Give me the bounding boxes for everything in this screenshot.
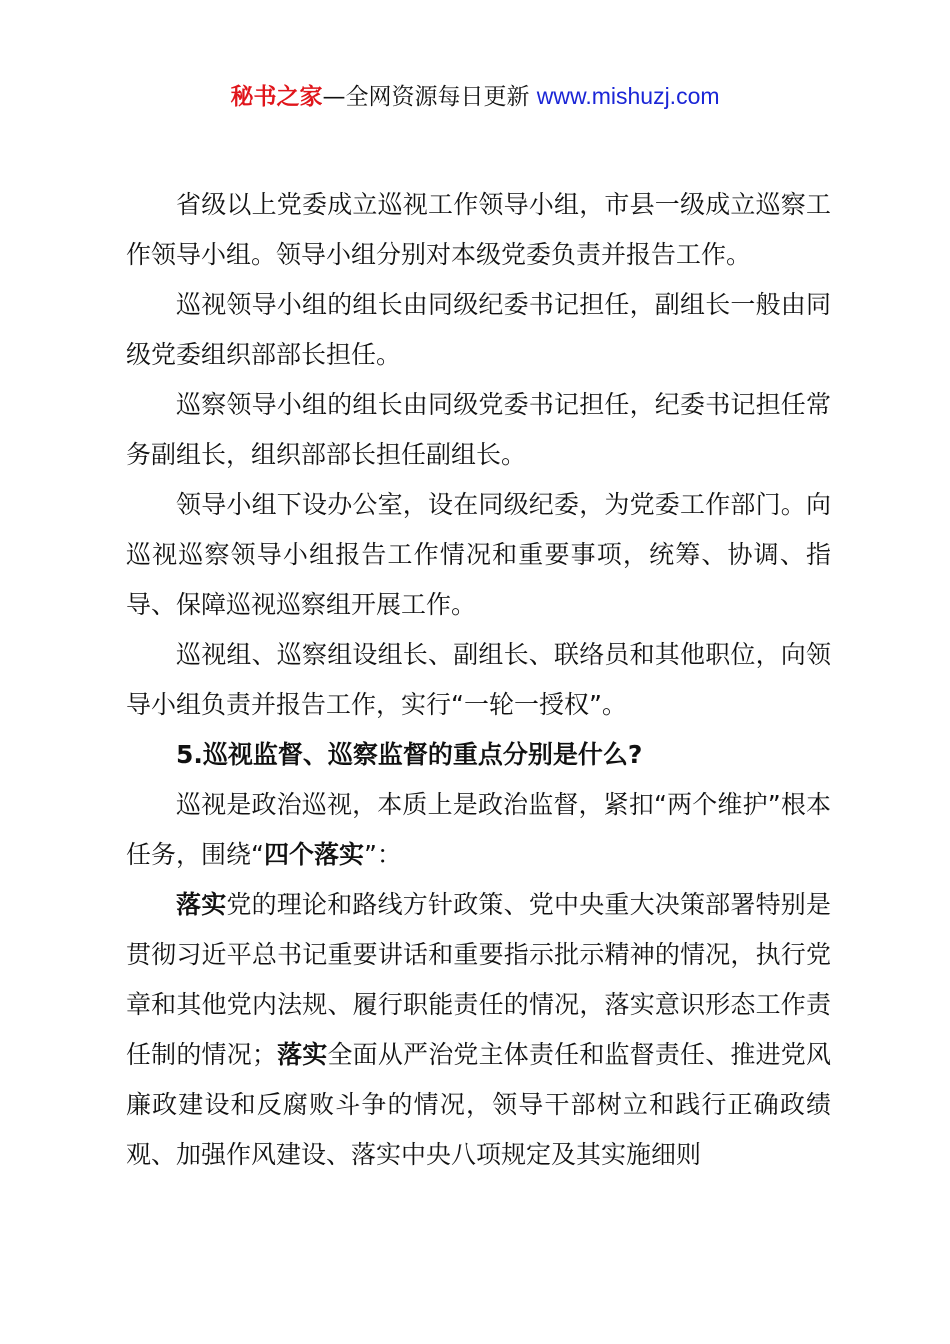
political-inspection-text-end: ”： bbox=[363, 840, 402, 869]
section-heading-5: 5.巡视监督、巡察监督的重点分别是什么? bbox=[176, 740, 643, 769]
implement-bold-2: 落实 bbox=[276, 1040, 328, 1069]
brand-name: 秘书之家 bbox=[230, 84, 323, 110]
political-inspection-text: 巡视是政治巡视，本质上是政治监督，紧扣“两个维护”根本任务，围绕“ bbox=[126, 790, 831, 869]
document-body bbox=[126, 180, 831, 1180]
site-url-link[interactable]: www.mishuzj.com bbox=[536, 83, 720, 109]
implementation-text-1: 党的理论和路线方针政策、党中央重大决策部署特别是贯彻习近平总书记重要讲话和重要指示批示精神的情况，执行党章和其他党内法规、履行职能责任的情况，落实意识形态工作责任制的情况； bbox=[126, 890, 831, 1069]
paragraph-political-inspection bbox=[126, 780, 831, 880]
paragraph-implementation-details bbox=[126, 880, 831, 1180]
paragraph-patrol-group-leaders: 巡察领导小组的组长由同级党委书记担任，纪委书记担任常务副组长，组织部部长担任副组长。 bbox=[126, 390, 831, 469]
four-implementations-bold: 四个落实 bbox=[263, 840, 364, 869]
implement-bold-1: 落实 bbox=[176, 890, 227, 919]
header-tagline: —全网资源每日更新 bbox=[322, 84, 537, 110]
paragraph-leading-groups: 省级以上党委成立巡视工作领导小组，市县一级成立巡察工作领导小组。领导小组分别对本级党委负责并报告工作。 bbox=[126, 190, 831, 269]
page-header bbox=[0, 80, 950, 113]
implementation-text-2: 全面从严治党主体责任和监督责任、推进党风廉政建设和反腐败斗争的情况，领导干部树立和践行正确政绩观、加强作风建设、落实中央八项规定及其实施细则 bbox=[126, 1040, 831, 1169]
paragraph-inspection-teams: 巡视组、巡察组设组长、副组长、联络员和其他职位，向领导小组负责并报告工作，实行“一轮一授权”。 bbox=[126, 640, 831, 719]
paragraph-inspection-group-leaders: 巡视领导小组的组长由同级纪委书记担任，副组长一般由同级党委组织部部长担任。 bbox=[126, 290, 831, 369]
paragraph-office: 领导小组下设办公室，设在同级纪委，为党委工作部门。向巡视巡察领导小组报告工作情况和重要事项，统筹、协调、指导、保障巡视巡察组开展工作。 bbox=[126, 490, 831, 619]
